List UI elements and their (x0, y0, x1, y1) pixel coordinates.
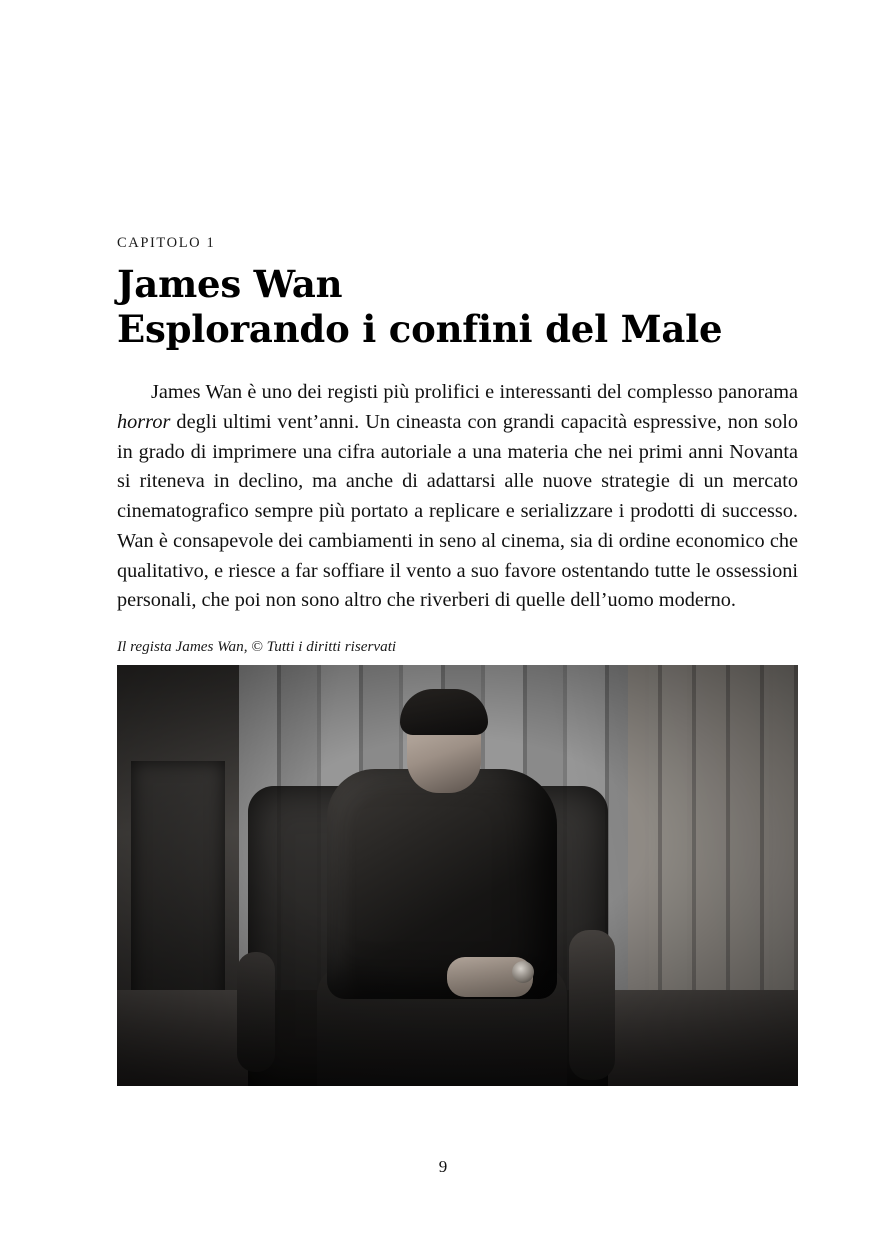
page-number: 9 (438, 1157, 448, 1176)
figure-photo-james-wan (117, 665, 798, 1086)
paragraph-text-before-italic: James Wan è uno dei registi più prolifici e interessanti del complesso panorama (151, 381, 798, 404)
photo-vignette-overlay (117, 665, 798, 1086)
figure-caption: Il regista James Wan, © Tutti i diritti riservati (117, 638, 397, 656)
page-content (117, 236, 798, 1086)
chapter-label: CAPITOLO 1 (117, 235, 216, 251)
chapter-title-line-2: Esplorando i confini del Male (117, 307, 723, 352)
chapter-title-line-1: James Wan (117, 261, 343, 306)
paragraph-text-after-italic: degli ultimi vent’anni. Un cineasta con grandi capacità espressive, non solo in grado di imprimere una cifra autoriale a una materia che nei primi anni Novanta si riteneva in declino, ma anche di adattarsi alle nuove strategie di un mercato cinematografico sempre più portato a replicare e serializzare i prodotti di successo. Wan è consapevole dei cambiamenti in seno al cinema, sia di ordine economico che qualitativo, e riesce a far soffiare il vento a suo favore ostentando tutte le ossessioni personali, che poi non sono altro che riverberi di quelle dell’uomo moderno. (117, 410, 798, 612)
intro-paragraph (117, 378, 798, 616)
paragraph-italic-term: horror (117, 410, 171, 433)
chapter-title (117, 262, 798, 352)
